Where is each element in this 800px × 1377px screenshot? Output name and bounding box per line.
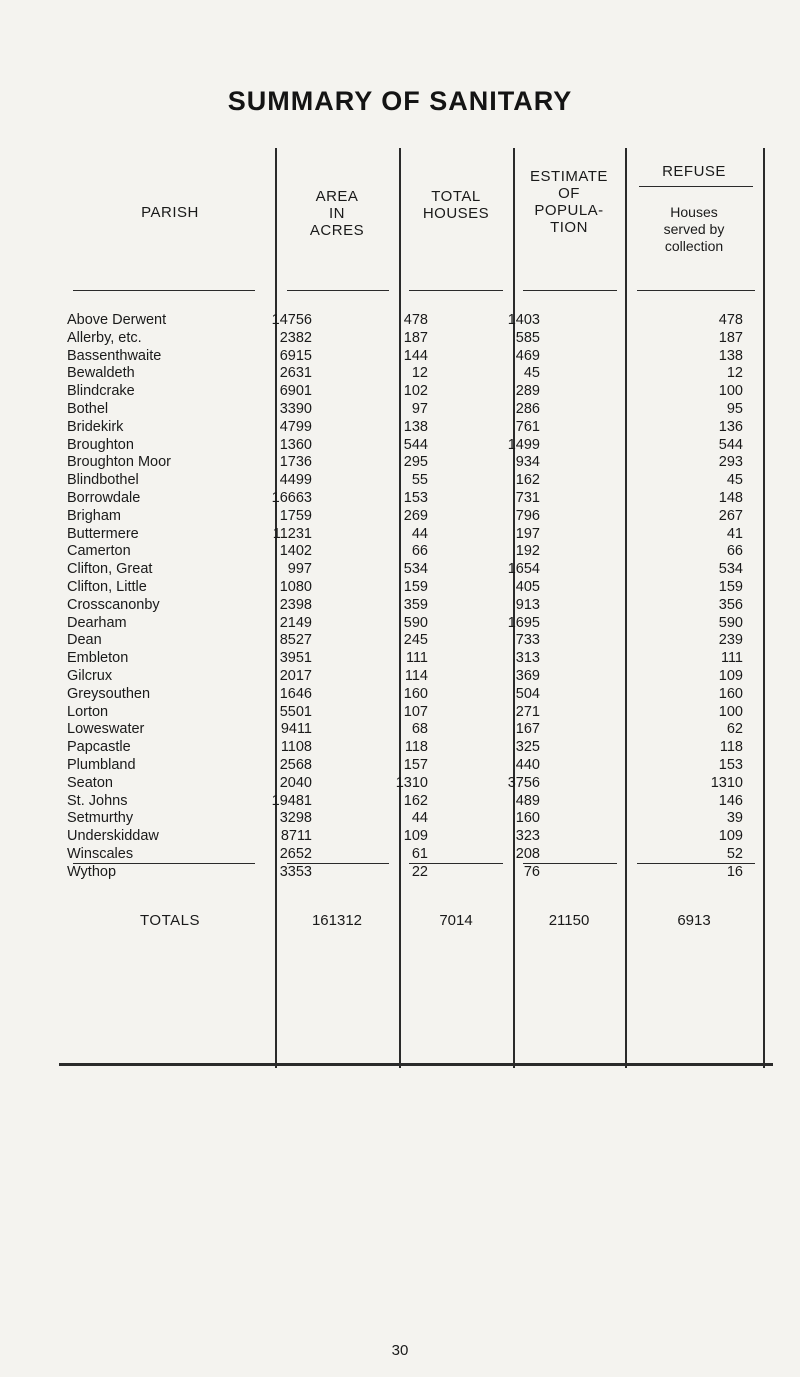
parish-cell: Loweswater [67,721,145,738]
houses-cell: 187 [403,329,428,346]
population-cell: 271 [515,703,540,720]
totals-label: TOTALS [140,912,200,929]
parish-cell: Bassenthwaite [67,347,162,364]
parish-cell: Blindbothel [67,472,139,489]
parish-cell: Brigham [67,507,121,524]
area-cell: 2040 [279,774,312,791]
houses-cell: 295 [403,454,428,471]
totals-rule [409,863,503,864]
parish-cell: Above Derwent [67,312,167,328]
refuse-cell: 160 [718,685,743,702]
table-row [65,453,765,472]
houses-cell: 44 [411,525,428,542]
table-row [65,418,765,437]
refuse-cell: 16 [726,863,743,880]
parish-cell: Broughton [67,436,134,453]
table-row [65,507,765,526]
houses-cell: 118 [404,739,428,756]
header-rule [523,290,617,291]
totals-rule [523,863,617,864]
parish-cell: Borrowdale [67,490,141,506]
area-cell: 19481 [271,792,312,809]
header-houses-line: HOUSES [422,205,490,222]
area-cell: 1759 [279,507,312,524]
houses-cell: 107 [403,703,428,720]
table-row [65,738,765,757]
population-cell: 405 [515,579,540,595]
parish-cell: Allerby, etc. [67,329,142,346]
refuse-cell: 148 [718,490,743,506]
parish-cell: Crosscanonby [67,596,160,613]
area-cell: 3353 [279,863,312,880]
refuse-subheader-rule [639,186,753,187]
table-row [65,525,765,544]
header-rule [287,290,389,291]
refuse-cell: 159 [718,579,743,595]
houses-cell: 245 [403,632,428,649]
population-cell: 1654 [507,561,540,578]
table-row [65,649,765,668]
table-row [65,400,765,419]
table-row [65,667,765,686]
refuse-cell: 590 [718,614,743,631]
area-cell: 6901 [279,383,312,400]
population-cell: 585 [515,329,540,346]
houses-cell: 269 [403,507,428,524]
header-parish-label: PARISH [141,204,199,221]
table-row [65,560,765,579]
population-cell: 289 [515,383,540,400]
houses-cell: 153 [403,490,428,506]
area-cell: 2398 [279,596,312,613]
table-row [65,720,765,739]
parish-cell: Dearham [67,614,127,631]
houses-cell: 97 [411,401,428,417]
header-area-line: ACRES [309,222,365,239]
population-cell: 733 [515,632,540,649]
area-cell: 9411 [280,721,312,738]
header-houses-line: TOTAL [431,188,481,205]
table-row [65,436,765,455]
header-population-line: ESTIMATE [530,168,608,185]
parish-cell: Setmurthy [67,810,134,827]
area-cell: 11231 [272,525,312,542]
refuse-cell: 109 [718,668,743,684]
header-parish [65,204,275,221]
table-row [65,329,765,348]
totals-area: 161312 [311,912,363,929]
population-cell: 1695 [507,614,540,631]
table-row [65,542,765,561]
area-cell: 2017 [279,668,312,684]
houses-cell: 12 [411,365,428,382]
population-cell: 76 [523,863,540,880]
area-cell: 2631 [279,365,312,382]
parish-cell: Camerton [67,543,131,560]
parish-cell: Seaton [67,774,113,791]
parish-cell: Dean [67,632,102,649]
population-cell: 796 [515,507,540,524]
parish-cell: Broughton Moor [67,454,171,471]
header-rule [409,290,503,291]
population-cell: 160 [515,810,540,827]
table-bottom-rule [59,1063,773,1066]
table-row [65,614,765,633]
totals-row [65,910,765,932]
refuse-cell: 544 [718,436,743,453]
area-cell: 1108 [280,739,312,756]
table-row [65,827,765,846]
refuse-cell: 153 [718,757,743,773]
houses-cell: 144 [403,347,428,364]
parish-cell: Clifton, Little [67,579,147,595]
table-row [65,578,765,597]
table-row [65,489,765,508]
population-cell: 325 [515,739,540,756]
refuse-cell: 111 [720,650,743,667]
table-row [65,863,765,882]
area-cell: 8711 [280,828,312,845]
population-cell: 761 [515,418,540,435]
parish-cell: Bothel [67,401,109,417]
population-cell: 913 [515,596,540,613]
refuse-cell: 146 [718,792,743,809]
houses-cell: 157 [403,757,428,773]
refuse-cell: 95 [726,401,743,417]
area-cell: 16663 [271,490,312,506]
population-cell: 369 [515,668,540,684]
population-cell: 197 [515,525,540,542]
population-cell: 440 [515,757,540,773]
area-cell: 2382 [279,329,312,346]
area-cell: 3298 [279,810,312,827]
refuse-cell: 187 [718,329,743,346]
houses-cell: 1310 [395,774,428,791]
population-cell: 731 [515,490,540,506]
houses-cell: 160 [403,685,428,702]
header-area [275,188,399,239]
parish-cell: Bridekirk [67,418,124,435]
houses-cell: 109 [403,828,428,845]
table-row [65,809,765,828]
sanitary-summary-table [65,148,765,1068]
refuse-cell: 293 [718,454,743,471]
table-row [65,685,765,704]
header-population [513,168,625,236]
page-title: SUMMARY OF SANITARY [227,86,573,116]
population-cell: 323 [515,828,540,845]
refuse-cell: 45 [726,472,743,489]
totals-rule [287,863,389,864]
houses-cell: 534 [403,561,428,578]
houses-cell: 359 [403,596,428,613]
refuse-cell: 66 [726,543,743,560]
refuse-cell: 267 [718,507,743,524]
population-cell: 1403 [507,312,540,328]
refuse-cell: 52 [726,846,743,862]
parish-cell: Underskiddaw [67,828,159,845]
population-cell: 934 [515,454,540,471]
parish-cell: Papcastle [67,739,131,756]
refuse-cell: 118 [719,739,743,756]
parish-cell: Winscales [67,846,134,862]
area-cell: 1646 [279,685,312,702]
area-cell: 2652 [279,846,312,862]
refuse-cell: 534 [718,561,743,578]
table-row [65,756,765,775]
refuse-cell: 12 [726,365,743,382]
totals-population: 21150 [548,912,590,929]
houses-cell: 55 [411,472,428,489]
parish-cell: Clifton, Great [67,561,153,578]
houses-cell: 102 [403,383,428,400]
header-population-line: TION [550,219,588,236]
houses-cell: 544 [403,436,428,453]
header-area-line: IN [329,205,345,222]
table-row [65,631,765,650]
population-cell: 167 [515,721,540,738]
population-cell: 489 [515,792,540,809]
parish-cell: Buttermere [67,525,139,542]
area-cell: 3390 [279,401,312,417]
parish-cell: Bewaldeth [67,365,135,382]
population-cell: 208 [515,846,540,862]
refuse-cell: 1310 [710,774,743,791]
totals-houses: 7014 [439,912,473,929]
header-population-line: OF [558,185,580,202]
header-refuse-sub-line: Houses [670,204,718,220]
population-cell: 192 [515,543,540,560]
population-cell: 1499 [507,436,540,453]
area-cell: 2149 [279,614,312,631]
parish-cell: Greysouthen [67,685,151,702]
header-houses [399,188,513,222]
parish-cell: Embleton [67,650,129,667]
table-row [65,845,765,864]
header-area-line: AREA [315,188,359,205]
area-cell: 4799 [279,418,312,435]
houses-cell: 44 [411,810,428,827]
totals-rule [73,863,255,864]
refuse-cell: 239 [718,632,743,649]
refuse-cell: 100 [718,383,743,400]
header-refuse-sub-line: collection [664,238,724,254]
table-row [65,311,765,330]
header-refuse [625,163,763,180]
parish-cell: Plumbland [67,757,136,773]
houses-cell: 68 [411,721,428,738]
table-row [65,703,765,722]
header-refuse-label: REFUSE [662,163,726,180]
parish-cell: Blindcrake [67,383,135,400]
table-row [65,471,765,490]
totals-rule [637,863,755,864]
houses-cell: 111 [405,650,428,667]
area-cell: 6915 [279,347,312,364]
area-cell: 14756 [271,312,312,328]
table-row [65,792,765,811]
parish-cell: Lorton [67,703,109,720]
header-rule [637,290,755,291]
houses-cell: 61 [411,846,428,862]
area-cell: 997 [287,561,312,578]
area-cell: 1080 [279,579,312,595]
area-cell: 3951 [279,650,312,667]
refuse-cell: 62 [726,721,743,738]
houses-cell: 138 [403,418,428,435]
header-refuse-sub [625,204,763,255]
area-cell: 2568 [279,757,312,773]
refuse-cell: 100 [718,703,743,720]
houses-cell: 478 [403,312,428,328]
refuse-cell: 138 [718,347,743,364]
page-number: 30 [391,1342,409,1359]
refuse-cell: 478 [718,312,743,328]
area-cell: 1402 [279,543,312,560]
table-row [65,774,765,793]
population-cell: 286 [515,401,540,417]
parish-cell: Wythop [67,863,117,880]
houses-cell: 66 [411,543,428,560]
area-cell: 4499 [279,472,312,489]
population-cell: 3756 [507,774,540,791]
area-cell: 1360 [279,436,312,453]
population-cell: 504 [515,685,540,702]
houses-cell: 22 [411,863,428,880]
parish-cell: Gilcrux [67,668,113,684]
refuse-cell: 136 [718,418,743,435]
area-cell: 5501 [279,703,312,720]
houses-cell: 159 [403,579,428,595]
refuse-cell: 39 [726,810,743,827]
population-cell: 162 [515,472,540,489]
houses-cell: 162 [403,792,428,809]
area-cell: 1736 [279,454,312,471]
population-cell: 469 [515,347,540,364]
header-rule [73,290,255,291]
table-row [65,596,765,615]
population-cell: 45 [523,365,540,382]
header-population-line: POPULA- [534,202,604,219]
table-row [65,364,765,383]
houses-cell: 114 [404,668,428,684]
parish-cell: St. Johns [67,792,128,809]
table-row [65,347,765,366]
houses-cell: 590 [403,614,428,631]
refuse-cell: 109 [718,828,743,845]
refuse-cell: 356 [718,596,743,613]
refuse-cell: 41 [726,525,743,542]
population-cell: 313 [515,650,540,667]
table-row [65,382,765,401]
header-refuse-sub-line: served by [663,221,725,237]
area-cell: 8527 [279,632,312,649]
totals-refuse: 6913 [677,912,711,929]
